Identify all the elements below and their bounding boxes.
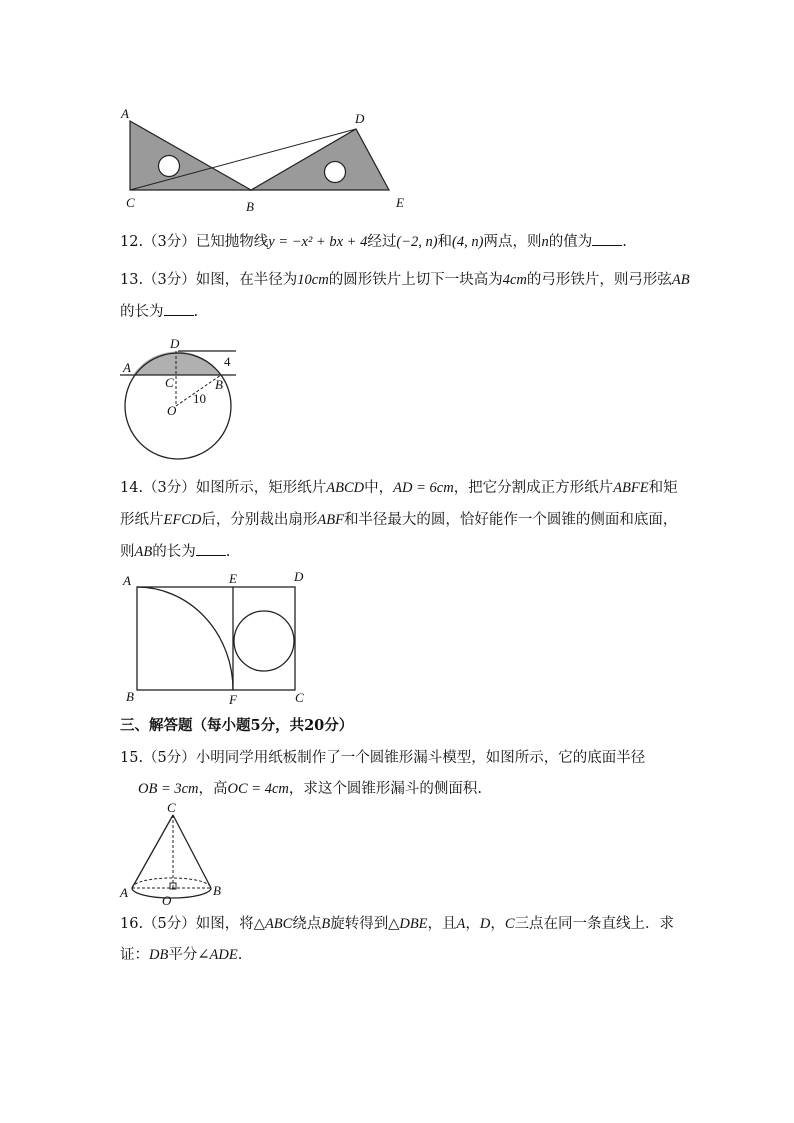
answer-blank[interactable] <box>592 231 622 246</box>
q15-line1: 15.（5分）小明同学用纸板制作了一个圆锥形漏斗模型，如图所示，它的底面半径 <box>120 750 646 766</box>
rectangle-abcd <box>137 587 295 690</box>
q16-mid: 绕点 <box>292 916 322 932</box>
q16-prefix: 16.（5分）如图，将 <box>120 916 254 932</box>
figure-cone <box>118 800 228 908</box>
label-o: O <box>162 893 172 908</box>
triangle-abc <box>130 121 251 190</box>
q15-oc: OC = 4cm <box>227 781 289 797</box>
sector-arc <box>137 587 233 690</box>
question-16-line1 <box>120 914 680 934</box>
question-14-line3 <box>120 541 680 562</box>
label-a: A <box>123 573 131 588</box>
q16-point-a: A <box>456 916 466 932</box>
q16-suffix: 三点在同一条直线上．求 <box>514 916 675 932</box>
question-13-line1 <box>120 270 690 290</box>
q14-line3-prefix: 则 <box>120 544 135 560</box>
q12-mid1: 经过 <box>367 234 397 250</box>
question-16-line2 <box>120 945 680 965</box>
question-12 <box>120 231 680 252</box>
triangle-dbe <box>251 129 389 190</box>
q15-mid: ，高 <box>198 781 228 797</box>
q13-chord: AB <box>671 272 690 288</box>
hole-right <box>325 162 346 183</box>
q14-sector: ABF <box>317 512 344 528</box>
label-d: D <box>170 336 180 351</box>
answer-blank[interactable] <box>196 541 226 556</box>
q13-prefix: 13.（3分）如图，在半径为 <box>120 272 298 288</box>
q13-line2-prefix: 的长为 <box>120 304 164 320</box>
label-c: C <box>167 800 176 815</box>
q14-suffix: 和矩 <box>648 480 678 496</box>
label-a: A <box>121 106 129 121</box>
q15-suffix: ，求这个圆锥形漏斗的侧面积. <box>288 781 482 797</box>
label-d: D <box>355 111 365 126</box>
q13-mid: 的圆形铁片上切下一块高为 <box>328 272 503 288</box>
q13-radius: 10cm <box>297 272 329 288</box>
label-o: O <box>167 403 177 418</box>
label-c: C <box>126 195 135 210</box>
q12-suffix: 的值为 <box>548 234 593 250</box>
q13-suffix: 的弓形铁片，则弓形弦 <box>526 272 672 288</box>
q14-prefix: 14.（3分）如图所示，矩形纸片 <box>120 480 327 496</box>
label-c: C <box>295 690 304 705</box>
q12-end: . <box>622 234 627 250</box>
figure-circle-segment <box>118 334 248 462</box>
question-15-line1 <box>120 748 680 768</box>
q13-height: 4cm <box>502 272 527 288</box>
q16-line2-end: . <box>237 947 243 963</box>
q14-ad: AD = 6cm <box>393 480 454 496</box>
q12-mid2: 和 <box>437 234 453 250</box>
q12-mid3: 两点，则 <box>483 234 542 250</box>
q16-comma2: ， <box>490 916 505 932</box>
q16-line2-mid: 平分 <box>168 947 198 963</box>
q16-tri1: △ABC <box>253 916 293 932</box>
q16-point-b: B <box>321 916 331 932</box>
hole-left <box>159 156 180 177</box>
label-b: B <box>215 377 223 392</box>
q12-parabola: y = −x² + bx + 4 <box>268 234 368 250</box>
q16-angle: ∠ADE <box>197 947 238 963</box>
q14-rect2: EFCD <box>163 512 202 528</box>
label-f: F <box>229 692 237 707</box>
q14-ab: AB <box>134 544 153 560</box>
label-b: B <box>213 883 221 898</box>
q14-line3-end: . <box>225 544 231 560</box>
label-e: E <box>229 571 237 586</box>
label-b: B <box>126 689 134 704</box>
q16-mid3: ，且 <box>427 916 457 932</box>
question-15-line2 <box>138 779 698 799</box>
q12-prefix: 12.（3分）已知抛物线 <box>120 234 269 250</box>
inscribed-circle <box>234 611 294 671</box>
question-13-line2 <box>120 301 680 322</box>
q14-mid2: ，把它分割成正方形纸片 <box>453 480 614 496</box>
q16-point-c: C <box>504 916 515 932</box>
q16-mid2: 旋转得到 <box>330 916 389 932</box>
label-4: 4 <box>224 354 231 369</box>
label-d: D <box>294 570 304 584</box>
question-14-line2 <box>120 510 680 530</box>
cone-side-left <box>132 815 173 888</box>
q14-line2-suffix: 和半径最大的圆，恰好能作一个圆锥的侧面和底面， <box>343 512 678 528</box>
q14-mid: 中， <box>364 480 394 496</box>
q14-line3-suffix: 的长为 <box>152 544 196 560</box>
figure-rectangle-sector <box>118 570 318 710</box>
q12-point1: (−2, n) <box>396 234 438 250</box>
label-10: 10 <box>193 391 206 406</box>
q16-point-d: D <box>479 916 491 932</box>
q13-line2-end: . <box>193 304 199 320</box>
label-b: B <box>246 199 254 214</box>
q16-comma1: ， <box>465 916 480 932</box>
q14-square: ABFE <box>613 480 649 496</box>
q12-point2: (4, n) <box>452 234 484 250</box>
q14-rect: ABCD <box>326 480 365 496</box>
cone-side-right <box>173 815 211 888</box>
question-14-line1 <box>120 478 680 498</box>
q12-var: n <box>541 234 549 250</box>
q15-ob: OB = 3cm <box>138 781 199 797</box>
q16-tri2: △DBE <box>388 916 428 932</box>
q16-db: DB <box>149 947 169 963</box>
figure-triangles <box>118 104 418 216</box>
q14-line2-mid: 后，分别裁出扇形 <box>201 512 318 528</box>
answer-blank[interactable] <box>164 301 194 316</box>
label-c: C <box>165 375 174 390</box>
section-heading: 三、解答题（每小题5分，共20分） <box>120 717 354 734</box>
label-e: E <box>396 195 404 210</box>
q14-line2-prefix: 形纸片 <box>120 512 164 528</box>
q16-line2-prefix: 证： <box>120 947 149 963</box>
label-a: A <box>120 885 128 900</box>
label-a: A <box>123 360 131 375</box>
